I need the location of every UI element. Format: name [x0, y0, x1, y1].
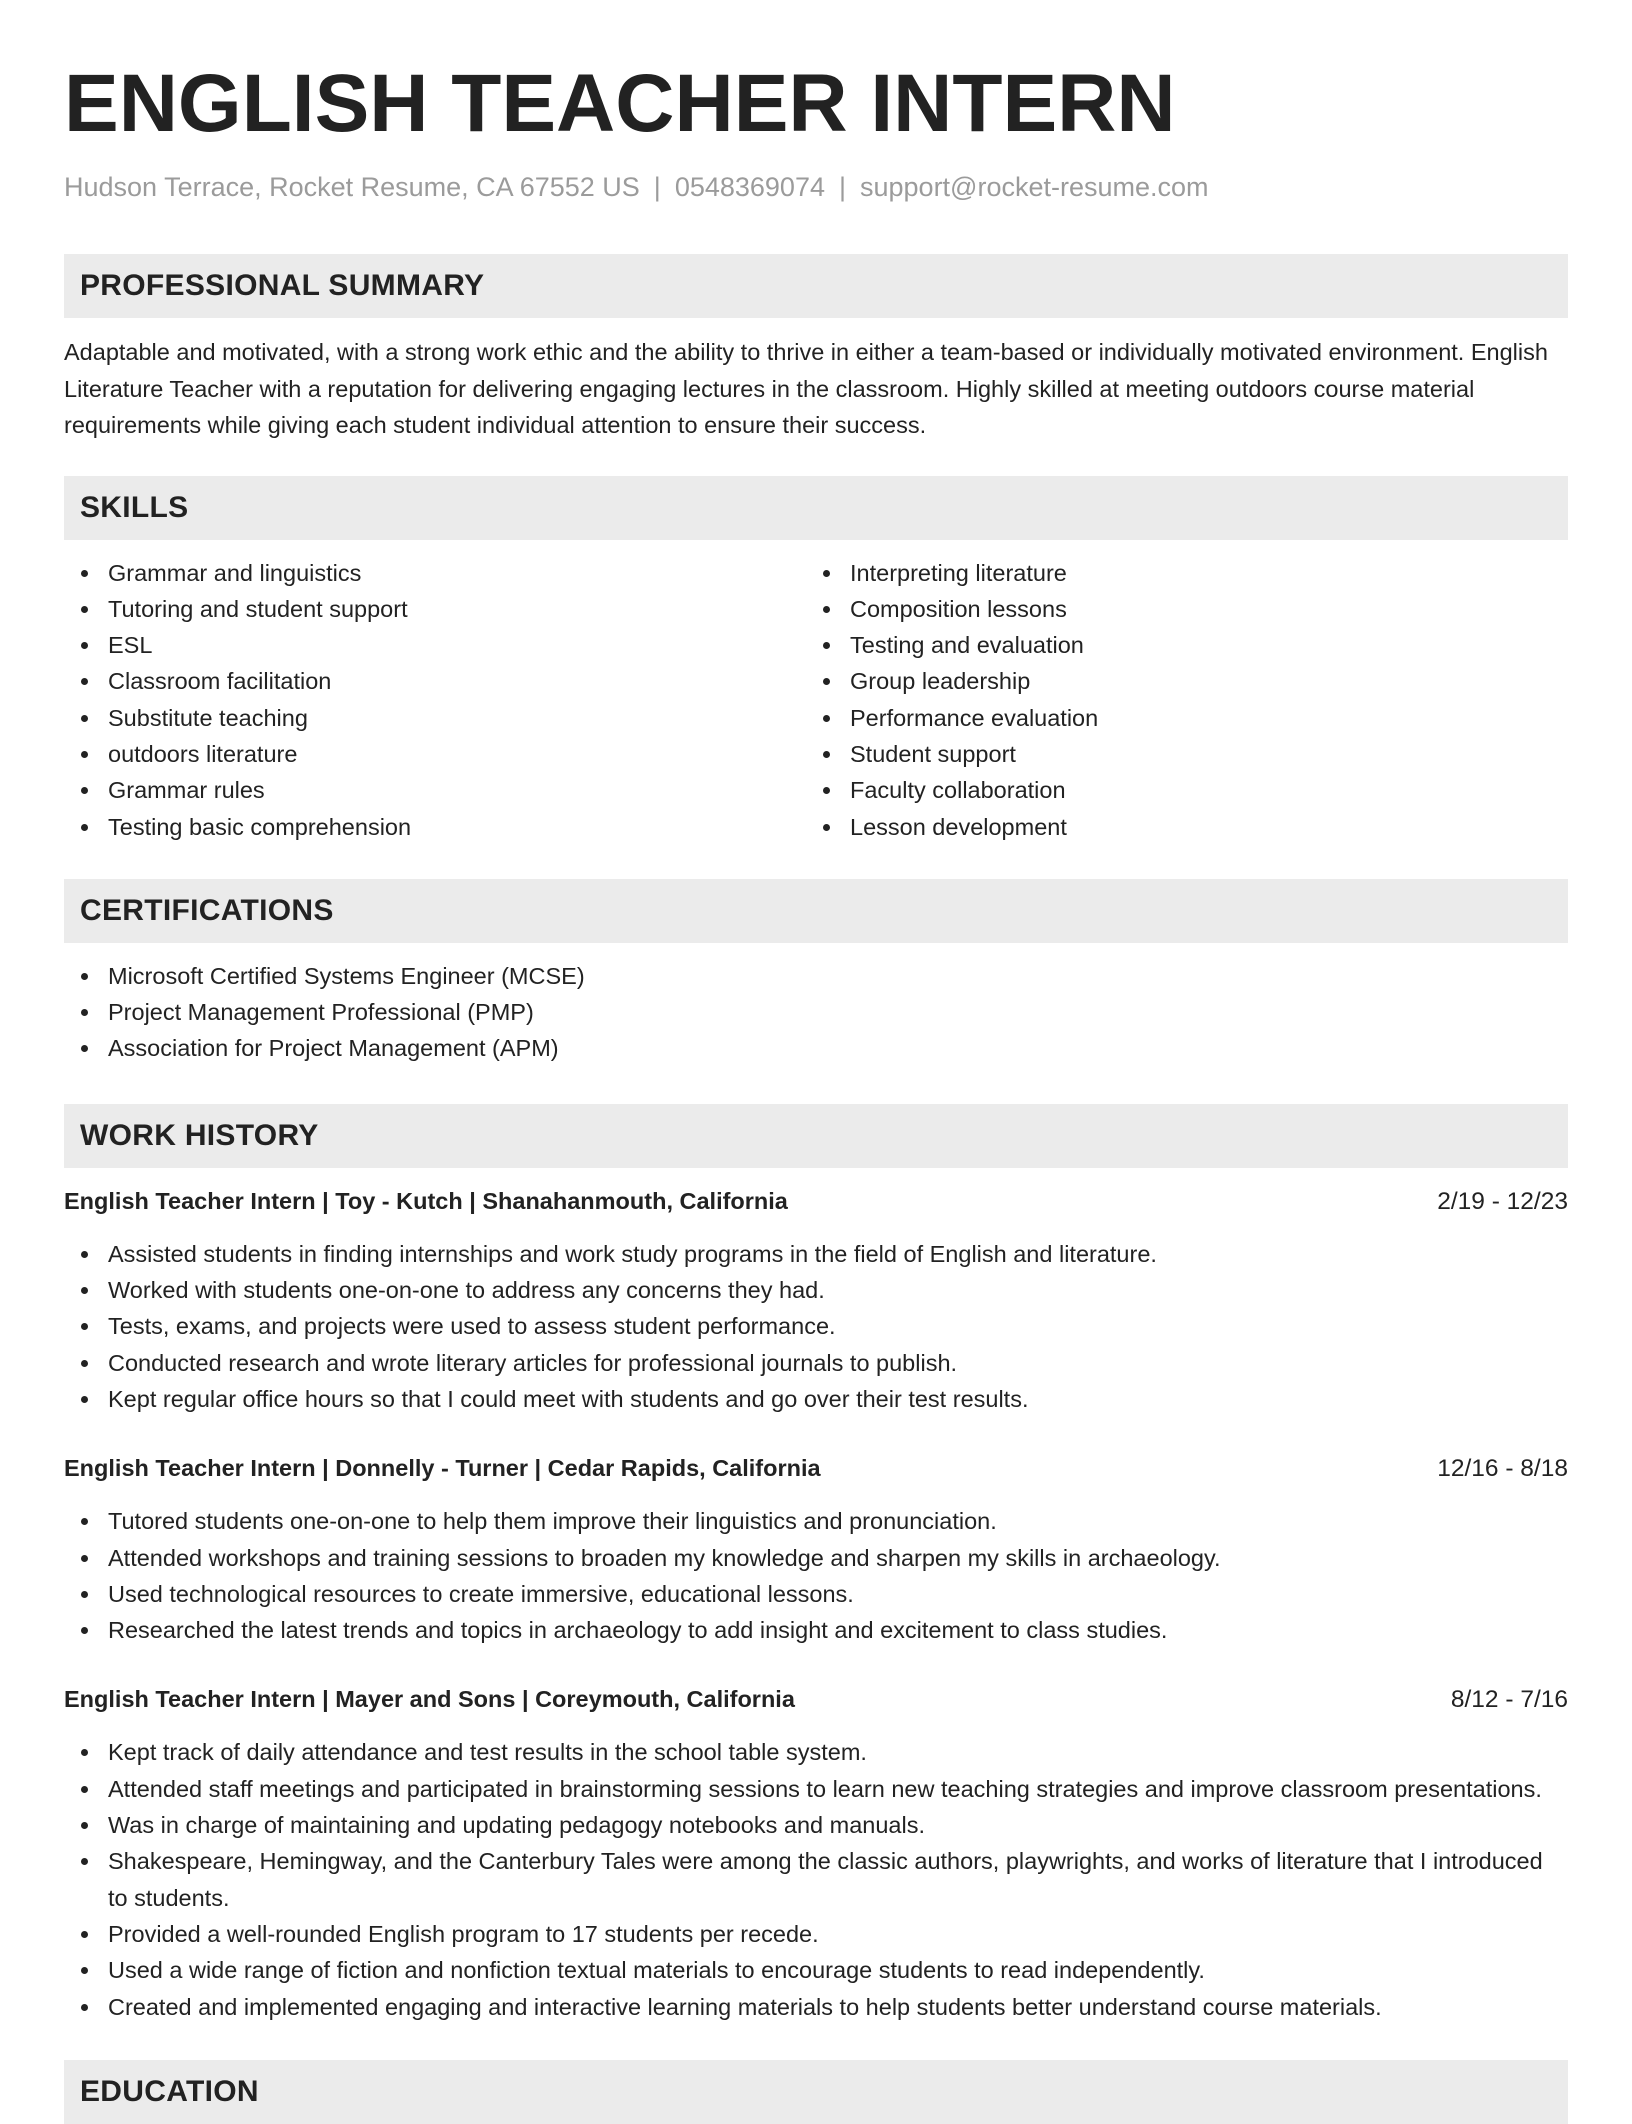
- job-bullet: Attended staff meetings and participated in brainstorming sessions to learn new teaching strategies and improve classroom presentations.: [64, 1771, 1568, 1807]
- skills-grid: [64, 555, 1568, 845]
- job-bullet: Used technological resources to create immersive, educational lessons.: [64, 1576, 1568, 1612]
- contact-email: support@rocket-resume.com: [860, 172, 1209, 202]
- job-bullet: Tutored students one-on-one to help them improve their linguistics and pronunciation.: [64, 1503, 1568, 1539]
- job-title: English Teacher Intern | Mayer and Sons | Coreymouth, California: [64, 1686, 795, 1713]
- skill-item: ESL: [64, 627, 806, 663]
- section-header-skills: SKILLS: [64, 476, 1568, 540]
- skill-item: Classroom facilitation: [64, 663, 806, 699]
- skill-item: Group leadership: [806, 663, 1548, 699]
- contact-line: [64, 170, 1568, 204]
- certification-item: Association for Project Management (APM): [64, 1030, 1568, 1066]
- job-bullets: [64, 1503, 1568, 1648]
- section-header-work-history: WORK HISTORY: [64, 1104, 1568, 1168]
- skill-item: Student support: [806, 736, 1548, 772]
- job-header: [64, 1184, 1568, 1219]
- job-bullet: Attended workshops and training sessions to broaden my knowledge and sharpen my skills in archaeology.: [64, 1540, 1568, 1576]
- section-header-summary: PROFESSIONAL SUMMARY: [64, 254, 1568, 318]
- job-title: English Teacher Intern | Donnelly - Turner | Cedar Rapids, California: [64, 1455, 821, 1482]
- skill-item: Grammar rules: [64, 772, 806, 808]
- job-bullet: Kept regular office hours so that I could meet with students and go over their test results.: [64, 1381, 1568, 1417]
- skill-item: Composition lessons: [806, 591, 1548, 627]
- job-dates: 8/12 - 7/16: [1450, 1686, 1568, 1714]
- job-bullets: [64, 1734, 1568, 2024]
- job-dates: 2/19 - 12/23: [1437, 1187, 1568, 1215]
- skill-item: Grammar and linguistics: [64, 555, 806, 591]
- job-bullet: Created and implemented engaging and interactive learning materials to help students better understand course materials.: [64, 1989, 1568, 2025]
- contact-phone: 0548369074: [674, 172, 825, 202]
- job-bullet: Was in charge of maintaining and updating pedagogy notebooks and manuals.: [64, 1807, 1568, 1843]
- skill-item: Tutoring and student support: [64, 591, 806, 627]
- contact-separator: |: [838, 172, 846, 202]
- contact-separator: |: [653, 172, 661, 202]
- skill-item: Substitute teaching: [64, 700, 806, 736]
- summary-text: Adaptable and motivated, with a strong work ethic and the ability to thrive in either a team-based or individually motivated environment. English Literature Teacher with a reputation for delivering engaging lectures in the classroom. Highly skilled at meeting outdoors course material requirements while giving each student individual attention to ensure their success.: [64, 339, 1548, 438]
- job-bullet: Assisted students in finding internships and work study programs in the field of English and literature.: [64, 1236, 1568, 1272]
- job-bullet: Provided a well-rounded English program to 17 students per recede.: [64, 1916, 1568, 1952]
- job-header: [64, 1451, 1568, 1486]
- job-bullet: Kept track of daily attendance and test results in the school table system.: [64, 1734, 1568, 1770]
- skill-item: Performance evaluation: [806, 700, 1548, 736]
- job-title: English Teacher Intern | Toy - Kutch | Shanahanmouth, California: [64, 1187, 788, 1214]
- job-bullets: [64, 1236, 1568, 1417]
- certification-item: Microsoft Certified Systems Engineer (MCSE): [64, 958, 1568, 994]
- job-bullet: Worked with students one-on-one to address any concerns they had.: [64, 1272, 1568, 1308]
- job-entry: [64, 1682, 1568, 2024]
- skills-list-left: [64, 555, 806, 845]
- skill-item: Faculty collaboration: [806, 772, 1548, 808]
- skill-item: Interpreting literature: [806, 555, 1548, 591]
- skill-item: outdoors literature: [64, 736, 806, 772]
- certification-item: Project Management Professional (PMP): [64, 994, 1568, 1030]
- certifications-list: [64, 958, 1568, 1067]
- job-entry: [64, 1451, 1568, 1648]
- skill-item: Testing basic comprehension: [64, 809, 806, 845]
- skill-item: Lesson development: [806, 809, 1548, 845]
- job-bullet: Shakespeare, Hemingway, and the Canterbury Tales were among the classic authors, playwrights, and works of literature that I introduced to students.: [64, 1843, 1568, 1916]
- job-bullet: Researched the latest trends and topics in archaeology to add insight and excitement to class studies.: [64, 1612, 1568, 1648]
- section-header-education: EDUCATION: [64, 2060, 1568, 2124]
- section-header-certifications: CERTIFICATIONS: [64, 879, 1568, 943]
- skill-item: Testing and evaluation: [806, 627, 1548, 663]
- candidate-name: ENGLISH TEACHER INTERN: [64, 58, 1176, 149]
- job-bullet: Conducted research and wrote literary articles for professional journals to publish.: [64, 1345, 1568, 1381]
- job-dates: 12/16 - 8/18: [1437, 1455, 1568, 1483]
- skills-list-right: [806, 555, 1548, 845]
- job-bullet: Tests, exams, and projects were used to assess student performance.: [64, 1308, 1568, 1344]
- contact-address: Hudson Terrace, Rocket Resume, CA 67552 US: [64, 172, 640, 202]
- job-bullet: Used a wide range of fiction and nonfiction textual materials to encourage students to read independently.: [64, 1952, 1568, 1988]
- job-entry: [64, 1184, 1568, 1417]
- job-header: [64, 1682, 1568, 1717]
